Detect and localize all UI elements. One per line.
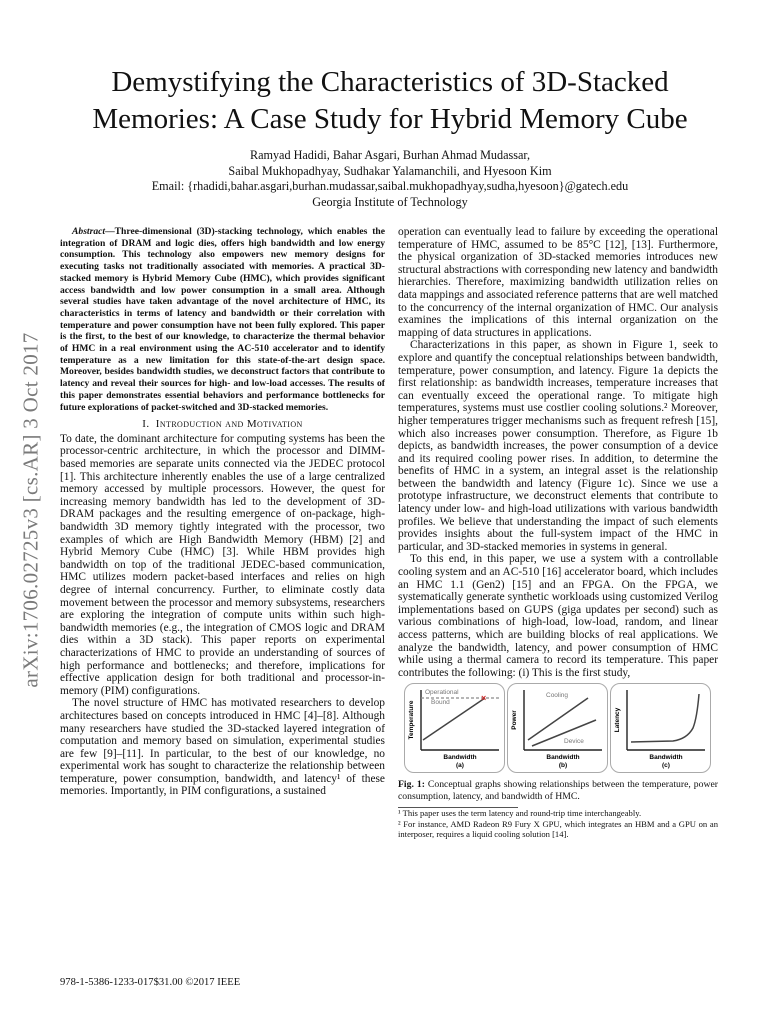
footnote-2: ² For instance, AMD Radeon R9 Fury X GPU, which integrates an HBM and a GPU on an interposer, requires a liquid cooling solution [14].: [398, 818, 718, 840]
bound-label: Bound: [431, 699, 450, 707]
right-paragraph-2: Characterizations in this paper, as shown in Figure 1, seek to explore and quantify the conceptual relationships between bandwidth, temperature, power consumption, and latency. Figure 1a depicts the first relationship: as bandwidth increases, temperature increases that can eventually exceed the operational range. To mitigate high temperatures, systems must use costlier cooling solutions.² Moreover, higher temperatures trigger mechanisms such as frequent refresh [15], which also increases power consumption. Therefore, as Figure 1b depicts, as bandwidth increases, the power consumption of a device and its required cooling power rises. In addition, to determine the benefits of HMC in a system, an integral asset is the relationship between the bandwidth and latency (Figure 1c). Since we use a prototype infrastructure, we deconstruct elements that contribute to latency under low- and high-load utilizations with various bandwidth profiles. We believe that understanding the impact of such elements provides insights about the full-system impact of the HMC in particular, and 3D-stacked memories in systems in general.: [398, 339, 718, 553]
panel-tag: (a): [456, 762, 464, 770]
right-column: [398, 226, 718, 840]
paper-title: [60, 64, 720, 138]
author-email: Email: {rhadidi,bahar.asgari,burhan.mudassar,saibal.mukhopadhyay,sudha,hyesoon}@gatech.edu: [151, 179, 629, 193]
device-label: Device: [564, 738, 584, 746]
operational-label: Operational: [425, 689, 459, 697]
cooling-label: Cooling: [546, 692, 569, 700]
author-block: [60, 148, 720, 210]
author-affiliation: Georgia Institute of Technology: [312, 194, 468, 209]
figure-1: [398, 683, 718, 779]
figure-panel-c: [610, 683, 711, 773]
panel-tag: (b): [558, 762, 568, 770]
x-axis-label: Bandwidth: [546, 754, 580, 762]
section-number: I.: [142, 418, 150, 431]
intro-paragraph-2: The novel structure of HMC has motivated researchers to develop architectures based on concepts introduced in HMC [4]–[8]. Although many researchers have studied the 3D-stacked layered integration of computation and memory based on simulation, experimental studies are few [9]–[11]. In particular, to the best of our knowledge, no experimental work has sought to characterize the relationship between temperature, power consumption, bandwidth, and latency¹ of these memories. Importantly, in PIM configurations, a sustained: [60, 697, 385, 798]
right-paragraph-1: operation can eventually lead to failure by exceeding the operational temperature of HMC, assumed to be 85°C [12], [13]. Furthermore, the physical organization of 3D-stacked memories introduces new structural abstractions with corresponding new latency and bandwidth hierarchies. Therefore, maximizing bandwidth utilization relies on data mappings and associated reference patterns that are well matched to the concurrency of the internal organization of HMC. Our analysis examines the implications of this internal organization on the mapping of data structures in applications.: [398, 226, 718, 339]
right-paragraph-3: To this end, in this paper, we use a system with a controllable cooling system and an AC-510 [16] accelerator board, which includes an HMC 1.1 (Gen2) [15] and an FPGA. On the FPGA, we systematically generate synthetic workloads using customized Verilog implementations based on GUPS (giga updates per second) such as various combinations of high-load, low-load, random, and linear access patterns, which are building blocks of real applications. We analyze the bandwidth, latency, and power consumption of HMC while using a thermal camera to record its temperature. This paper contributes the following: (i) This is the first study,: [398, 553, 718, 679]
section-heading: [60, 418, 385, 431]
abstract-lead: Abstract: [72, 226, 106, 237]
y-axis-label: Power: [511, 710, 518, 731]
cooling-curve: [528, 698, 588, 740]
footnote-1: ¹ This paper uses the term latency and round-trip time interchangeably.: [398, 808, 642, 819]
abstract: [60, 226, 385, 413]
y-axis-label: Temperature: [408, 700, 415, 740]
section-title: Introduction and Motivation: [155, 418, 303, 431]
left-column: [60, 226, 385, 798]
figure-panel-b: [507, 683, 608, 773]
x-axis-label: Bandwidth: [649, 754, 683, 762]
copyright-footer: 978-1-5386-1233-017$31.00 ©2017 IEEE: [60, 977, 241, 988]
figure-caption: [398, 779, 718, 802]
title-line-1: Demystifying the Characteristics of 3D-Stacked: [111, 66, 669, 98]
author-line-2: Saibal Mukhopadhyay, Sudhakar Yalamanchili, and Hyesoon Kim: [228, 163, 552, 178]
arxiv-identifier: arXiv:1706.02725v3 [cs.AR] 3 Oct 2017: [18, 332, 43, 688]
bound-marker: ×: [481, 693, 487, 704]
arxiv-sidebar: [6, 270, 56, 750]
title-line-2: Memories: A Case Study for Hybrid Memory Cube: [92, 103, 688, 135]
caption-label: Fig. 1:: [398, 779, 425, 791]
y-axis-label: Latency: [614, 708, 621, 733]
panel-tag: (c): [662, 762, 670, 770]
x-axis-label: Bandwidth: [443, 754, 477, 762]
author-line-1: Ramyad Hadidi, Bahar Asgari, Burhan Ahmad Mudassar,: [249, 148, 531, 162]
abstract-body: —Three-dimensional (3D)-stacking technology, which enables the integration of DRAM and logic dies, offers high bandwidth and low energy consumption. This technology also empowers new memory designs for executing tasks not traditionally associated with memories. A practical 3D-stacked memory is Hybrid Memory Cube (HMC), which provides significant access bandwidth and low power consumption in a small area. Although several studies have taken advantage of the novel architecture of HMC, its characteristics in terms of latency and bandwidth or their correlation with temperature and power consumption have not been fully explored. This paper is the first, to the best of our knowledge, to characterize the thermal behavior of HMC in a real environment using the AC-510 accelerator and to identify temperature as a new limitation for this state-of-the-art design space. Moreover, besides bandwidth studies, we deconstruct factors that contribute to latency and reveal their sources for high- and low-load accesses. The results of this paper demonstrates essential behaviors and performance bottlenecks for future explorations of packet-switched and 3D-stacked memories.: [60, 226, 385, 413]
intro-paragraph-1: To date, the dominant architecture for computing systems has been the processor-centric architecture, in which the processor and DIMM-based memories are separate units connected via the JEDEC protocol [1]. This architecture inherently enables the use of a large centralized memory accessed by multiple processors. However, the quest for increasing memory bandwidth has led to the development of 3D-DRAM packages and the resulting emergence of on-package, high-bandwidth 3D memory tightly integrated with the processor, two examples of which are High Bandwidth Memory (HBM) [2] and Hybrid Memory Cube (HMC) [3]. While HBM provides high bandwidth on top of the traditional JEDEC-based communication, HMC utilizes modern packet-based interfaces and relies on high degree of internal concurrency. Further, to eliminate costly data movement between the processor and memory subsystems, researchers are exploring the integration of compute units within such high-bandwidth memories (e.g., the integration of CMOS logic and DRAM dies within a 3D stack). This paper reports on experimental characterizations of HMC to provide an understanding of sources of high performance and bottlenecks; and therefore, implications for effective application design for both traditional and processor-in-memory (PIM) configurations.: [60, 432, 385, 697]
caption-text: Conceptual graphs showing relationships between the temperature, power consumption, latency, and bandwidth of HMC.: [398, 779, 718, 802]
latency-curve: [631, 694, 699, 742]
figure-panel-a: [404, 683, 505, 773]
